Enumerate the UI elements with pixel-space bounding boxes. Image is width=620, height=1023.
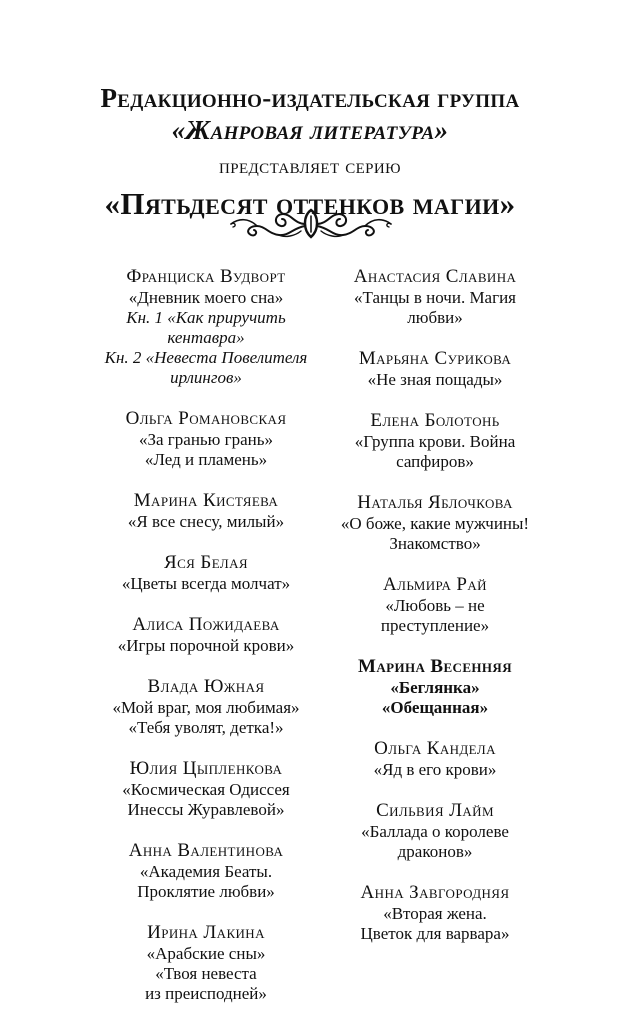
author-name: Анна Завгородняя bbox=[360, 882, 510, 903]
book-title-line: «Группа крови. Война bbox=[354, 432, 516, 451]
page-header bbox=[0, 82, 620, 223]
book-entry bbox=[96, 675, 316, 738]
book-entry bbox=[330, 881, 540, 944]
book-title-line: «Космическая Одиссея bbox=[122, 780, 290, 799]
book-title-line: Кн. 1 «Как приручить bbox=[126, 308, 286, 327]
author-name: Алиса Пожидаева bbox=[132, 614, 280, 635]
book-entry bbox=[96, 757, 316, 820]
book-title-line: Кн. 2 «Невеста Повелителя bbox=[104, 348, 308, 367]
book-title-line: Инессы Журавлевой» bbox=[127, 800, 285, 819]
book-title-line: любви» bbox=[407, 308, 463, 327]
book-title-line: ирлингов» bbox=[170, 368, 242, 387]
book-title-line: «Лед и пламень» bbox=[144, 450, 268, 469]
author-name: Марина Весенняя bbox=[357, 656, 513, 677]
book-title-line: из преисподней» bbox=[145, 984, 267, 1003]
book-title-line: «Беглянка» bbox=[390, 678, 480, 697]
author-name: Ольга Кандела bbox=[374, 738, 496, 759]
book-title-line: «Мой враг, моя любимая» bbox=[112, 698, 300, 717]
book-title-line: сапфиров» bbox=[396, 452, 474, 471]
book-title-line: Проклятие любви» bbox=[137, 882, 275, 901]
book-entry bbox=[96, 265, 316, 388]
author-name: Анастасия Славина bbox=[353, 266, 517, 287]
book-title-line: «Яд в его крови» bbox=[373, 760, 497, 779]
author-name: Юлия Цыпленкова bbox=[129, 758, 283, 779]
book-title-line: кентавра» bbox=[167, 328, 245, 347]
book-title-line: драконов» bbox=[397, 842, 473, 861]
left-book-list bbox=[96, 265, 316, 1023]
author-name: Альмира Рай bbox=[383, 574, 487, 595]
book-entry bbox=[330, 491, 540, 554]
book-entry bbox=[330, 737, 540, 780]
right-book-list bbox=[330, 265, 540, 963]
author-name: Влада Южная bbox=[147, 676, 265, 697]
author-name: Марьяна Сурикова bbox=[358, 348, 512, 369]
book-title-line: «Игры порочной крови» bbox=[117, 636, 295, 655]
series-title: «Пятьдесят оттенков магии» bbox=[104, 186, 516, 221]
author-name: Марина Кистяева bbox=[133, 490, 279, 511]
book-entry bbox=[330, 655, 540, 718]
author-name: Яся Белая bbox=[164, 552, 248, 573]
book-title-line: «Твоя невеста bbox=[155, 964, 257, 983]
book-entry bbox=[330, 265, 540, 328]
author-name: Франциска Вудворт bbox=[126, 266, 286, 287]
book-title-line: «Обещанная» bbox=[381, 698, 489, 717]
publisher-group-line: Редакционно-издательская группа bbox=[100, 83, 520, 113]
book-title-line: «Любовь – не преступление» bbox=[380, 596, 490, 635]
book-entry bbox=[330, 409, 540, 472]
flourish-ornament-icon bbox=[225, 204, 397, 244]
book-title-line: «Баллада о королеве bbox=[361, 822, 509, 841]
book-title-line: «Арабские сны» bbox=[146, 944, 266, 963]
book-title-line: «Танцы в ночи. Магия bbox=[353, 288, 516, 307]
book-title-line: «О боже, какие мужчины! bbox=[340, 514, 530, 533]
book-entry bbox=[96, 839, 316, 902]
book-title-line: «За гранью грань» bbox=[139, 430, 273, 449]
book-title-line: «Тебя уволят, детка!» bbox=[128, 718, 284, 737]
book-title-line: Цветок для варвара» bbox=[360, 924, 510, 943]
book-entry bbox=[96, 489, 316, 532]
author-name: Елена Болотонь bbox=[370, 410, 500, 431]
book-title-line: «Я все снесу, милый» bbox=[127, 512, 285, 531]
author-name: Ольга Романовская bbox=[125, 408, 287, 429]
author-name: Сильвия Лайм bbox=[376, 800, 494, 821]
presents-series-line: представляет серию bbox=[219, 154, 401, 178]
book-entry bbox=[330, 799, 540, 862]
publisher-imprint-line: «Жанровая литература» bbox=[171, 115, 449, 145]
book-title-line: «Цветы всегда молчат» bbox=[121, 574, 291, 593]
author-name: Наталья Яблочкова bbox=[357, 492, 513, 513]
book-entry bbox=[96, 921, 316, 1004]
book-entry bbox=[96, 613, 316, 656]
author-name: Ирина Лакина bbox=[147, 922, 265, 943]
book-title-line: «Вторая жена. bbox=[383, 904, 487, 923]
book-title-line: «Дневник моего сна» bbox=[128, 288, 284, 307]
book-entry bbox=[330, 347, 540, 390]
book-title-line: «Академия Беаты. bbox=[139, 862, 273, 881]
book-entry bbox=[96, 551, 316, 594]
book-entry bbox=[96, 407, 316, 470]
author-name: Анна Валентинова bbox=[128, 840, 284, 861]
book-title-line: «Не зная пощады» bbox=[367, 370, 503, 389]
book-entry bbox=[330, 573, 540, 636]
book-title-line: Знакомство» bbox=[389, 534, 481, 553]
